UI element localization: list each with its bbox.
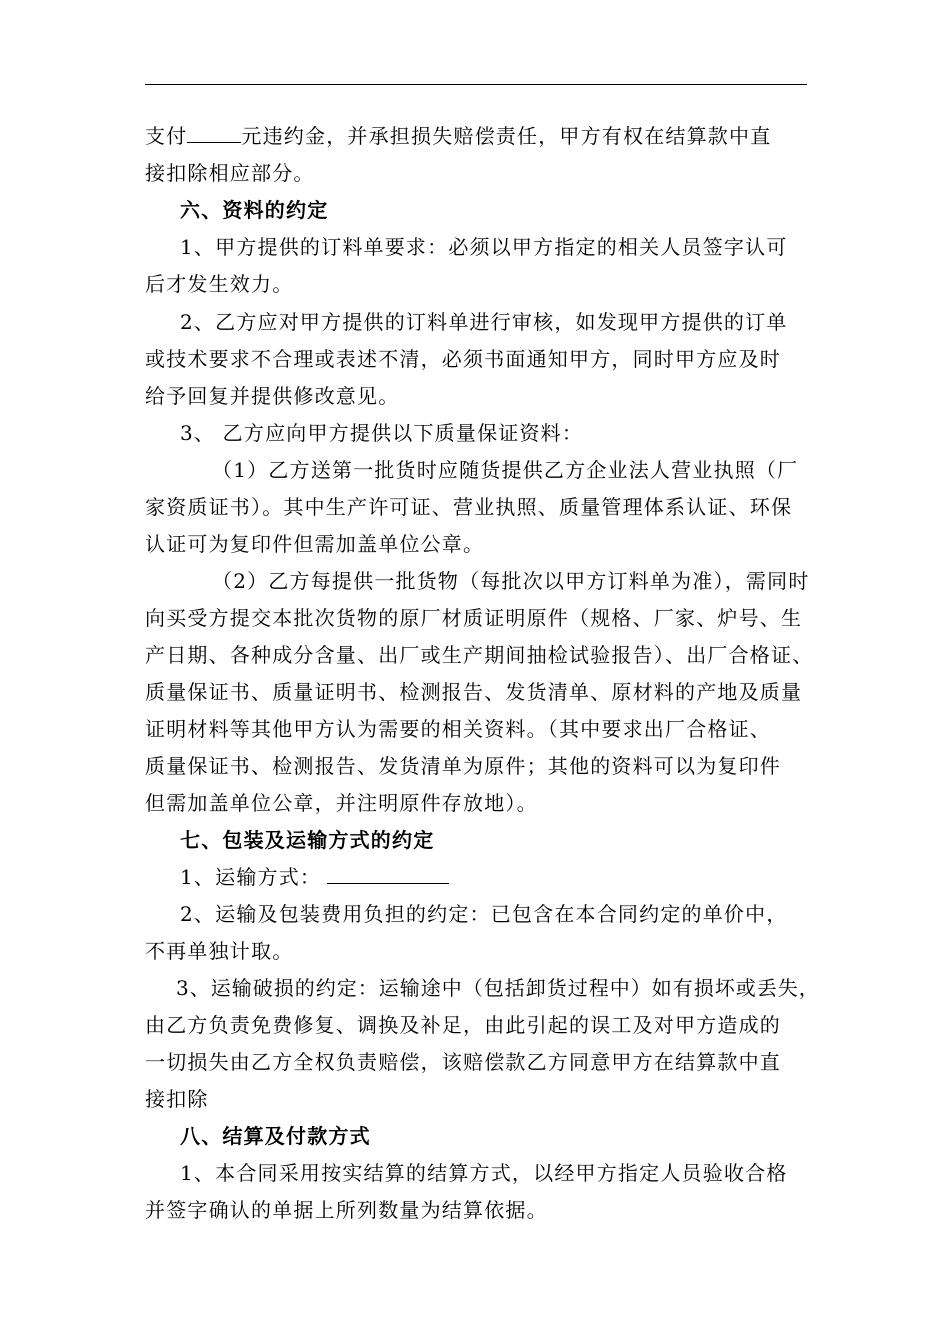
text-segment: 支付 — [145, 124, 188, 148]
paragraph-line: 2、运输及包装费用负担的约定：已包含在本合同约定的单价中， — [180, 902, 788, 926]
fill-blank-transport — [327, 865, 449, 884]
paragraph-line: （2）乙方每提供一批货物（每批次以甲方订料单为准），需同时 — [212, 569, 810, 593]
text-segment: 1、运输方式： — [180, 865, 322, 889]
paragraph-line: 后才发生效力。 — [145, 272, 294, 296]
paragraph-line: 接扣除 — [145, 1087, 209, 1111]
paragraph-line: 2、乙方应对甲方提供的订料单进行审核，如发现甲方提供的订单 — [180, 310, 788, 334]
paragraph-line: 质量保证书、质量证明书、检测报告、发货清单、原材料的产地及质量 — [145, 680, 803, 704]
paragraph-line: 不再单独计取。 — [145, 939, 294, 963]
paragraph-line: 给予回复并提供修改意见。 — [145, 384, 400, 408]
paragraph-line: 或技术要求不合理或表述不清，必须书面通知甲方，同时甲方应及时 — [145, 347, 781, 371]
paragraph-line: 产日期、各种成分含量、出厂或生产期间抽检试验报告）、出厂合格证、 — [145, 643, 814, 667]
header-rule — [145, 84, 807, 85]
section-heading-6: 六、资料的约定 — [180, 198, 329, 222]
paragraph-line: （1）乙方送第一批货时应随货提供乙方企业法人营业执照（厂 — [212, 458, 799, 482]
paragraph-line: 1、甲方提供的订料单要求：必须以甲方指定的相关人员签字认可 — [180, 235, 788, 259]
paragraph-line: 3、 乙方应向甲方提供以下质量保证资料： — [180, 421, 584, 445]
paragraph-line: 证明材料等其他甲方认为需要的相关资料。（其中要求出厂合格证、 — [145, 717, 771, 741]
paragraph-line: 并签字确认的单据上所列数量为结算依据。 — [145, 1198, 548, 1222]
paragraph-line: 质量保证书、检测报告、发货清单为原件；其他的资料可以为复印件 — [145, 754, 781, 778]
text-segment: 元违约金，并承担损失赔偿责任，甲方有权在结算款中直 — [241, 124, 772, 148]
paragraph-line: 但需加盖单位公章，并注明原件存放地）。 — [145, 791, 538, 815]
paragraph-line: 认证可为复印件但需加盖单位公章。 — [145, 532, 485, 556]
paragraph-line: 一切损失由乙方全权负责赔偿，该赔偿款乙方同意甲方在结算款中直 — [145, 1050, 781, 1074]
paragraph-line: 1、本合同采用按实结算的结算方式，以经甲方指定人员验收合格 — [180, 1161, 788, 1185]
paragraph-line: 家资质证书）。其中生产许可证、营业执照、质量管理体系认证、环保 — [145, 495, 793, 519]
section-heading-7: 七、包装及运输方式的约定 — [180, 828, 435, 852]
paragraph-line: 接扣除相应部分。 — [145, 161, 315, 185]
paragraph-line — [145, 122, 771, 150]
section-heading-8: 八、结算及付款方式 — [180, 1124, 371, 1148]
paragraph-line: 由乙方负责免费修复、调换及补足，由此引起的误工及对甲方造成的 — [145, 1013, 781, 1037]
fill-blank-amount — [187, 124, 241, 143]
paragraph-line: 3、运输破损的约定：运输途中（包括卸货过程中）如有损坏或丢失， — [176, 976, 820, 1000]
paragraph-line: 向买受方提交本批次货物的原厂材质证明原件（规格、厂家、炉号、生 — [145, 606, 803, 630]
paragraph-line — [180, 863, 449, 891]
